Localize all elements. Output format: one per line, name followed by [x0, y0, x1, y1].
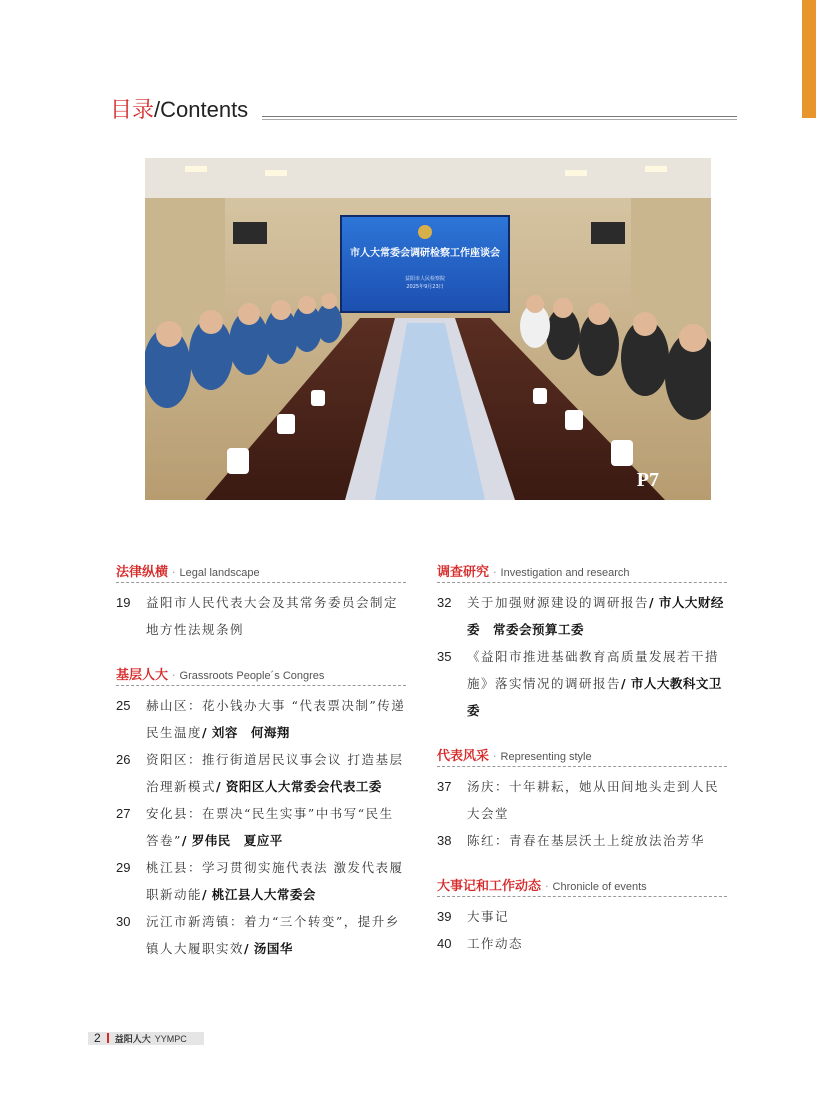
toc-entry[interactable]: [116, 746, 406, 800]
footer-magazine-code: YYMPC: [154, 1034, 187, 1044]
section-legal: [116, 562, 406, 643]
section-title-cn: 基层人大: [116, 668, 169, 683]
section-header: [116, 562, 406, 583]
section-title-cn: 代表风采: [437, 749, 490, 764]
toc-title: 大事记: [467, 909, 510, 924]
toc-page-number: 27: [116, 806, 131, 821]
section-dot: ·: [545, 880, 549, 893]
toc-title: 安化县：在票决“民生实事”中书写“民生答卷”/ 罗伟民 夏应平: [146, 806, 394, 848]
title-en: /Contents: [154, 97, 249, 122]
page-footer: [88, 1032, 204, 1045]
contents-left-column: [116, 562, 406, 984]
section-header: [437, 562, 727, 583]
section-title-cn: 调查研究: [437, 565, 490, 580]
section-dot: ·: [172, 669, 176, 682]
edge-tab: [802, 0, 816, 118]
section-title-en: Representing style: [500, 751, 592, 763]
screen-date: 2025年9月23日: [406, 284, 444, 290]
toc-title: 赫山区：花小钱办大事 “代表票决制”传递民生温度/ 刘容 何海翔: [146, 698, 406, 740]
title-cn: 目录: [110, 98, 155, 123]
section-dot: ·: [172, 566, 176, 579]
contents-right-column: [437, 562, 727, 979]
toc-page-number: 35: [437, 649, 452, 664]
cover-photo: [145, 158, 711, 500]
toc-page-number: 19: [116, 595, 131, 610]
toc-page-number: 32: [437, 595, 452, 610]
page-title: [110, 96, 248, 125]
toc-author: / 市人大财经委 常委会预算工委: [467, 595, 724, 637]
toc-title: 《益阳市推进基础教育高质量发展若干措施》落实情况的调研报告/ 市人大教科文卫委: [467, 649, 722, 718]
toc-entry[interactable]: [116, 908, 406, 962]
section-header: [116, 665, 406, 686]
section-title-en: Legal landscape: [179, 567, 260, 579]
screen-title: 市人大常委会调研检察工作座谈会: [350, 248, 500, 259]
toc-entry[interactable]: [437, 903, 727, 930]
toc-author: / 资阳区人大常委会代表工委: [216, 779, 382, 794]
section-title-cn: 法律纵横: [116, 565, 169, 580]
photo-page-tag: P7: [636, 469, 659, 491]
toc-entry[interactable]: [437, 643, 727, 724]
toc-title: 陈红：青春在基层沃土上绽放法治芳华: [467, 833, 706, 848]
toc-author: / 刘容 何海翔: [202, 725, 290, 740]
toc-entry[interactable]: [437, 930, 727, 957]
page-header: [110, 96, 740, 126]
toc-title: 益阳市人民代表大会及其常务委员会制定地方性法规条例: [146, 595, 399, 637]
header-rule: [262, 116, 737, 120]
section-header: [437, 746, 727, 767]
toc-entry[interactable]: [437, 589, 727, 643]
toc-page-number: 25: [116, 698, 131, 713]
toc-title: 资阳区：推行街道居民议事会议 打造基层治理新模式/ 资阳区人大常委会代表工委: [146, 752, 404, 794]
toc-page-number: 40: [437, 936, 452, 951]
footer-divider: [107, 1033, 109, 1043]
toc-entry[interactable]: [116, 692, 406, 746]
toc-author: / 桃江县人大常委会: [202, 887, 316, 902]
toc-entry[interactable]: [116, 589, 406, 643]
toc-title: 桃江县：学习贯彻实施代表法 激发代表履职新动能/ 桃江县人大常委会: [146, 860, 404, 902]
toc-title: 汤庆：十年耕耘，她从田间地头走到人民大会堂: [467, 779, 720, 821]
section-title-en: Investigation and research: [500, 567, 630, 579]
toc-page-number: 38: [437, 833, 452, 848]
section-dot: ·: [493, 566, 497, 579]
toc-page-number: 26: [116, 752, 131, 767]
section-title-en: Chronicle of events: [552, 881, 647, 893]
toc-title: 工作动态: [467, 936, 524, 951]
toc-page-number: 30: [116, 914, 131, 929]
section-title-en: Grassroots People´s Congres: [179, 670, 325, 682]
toc-page-number: 29: [116, 860, 131, 875]
toc-entry[interactable]: [437, 827, 727, 854]
section-title-cn: 大事记和工作动态: [437, 879, 542, 894]
section-research: [437, 562, 727, 724]
section-grassroots: [116, 665, 406, 962]
section-header: [437, 876, 727, 897]
section-dot: ·: [493, 750, 497, 763]
toc-title: 沅江市新湾镇：着力“三个转变”，提升乡镇人大履职实效/ 汤国华: [146, 914, 400, 956]
screen-org: 益阳市人民检察院: [404, 276, 446, 282]
toc-title: 关于加强财源建设的调研报告/ 市人大财经委 常委会预算工委: [467, 595, 724, 637]
toc-entry[interactable]: [116, 800, 406, 854]
toc-author: / 罗伟民 夏应平: [181, 833, 283, 848]
toc-author: / 市人大教科文卫委: [467, 676, 722, 718]
toc-entry[interactable]: [437, 773, 727, 827]
section-style: [437, 746, 727, 854]
footer-magazine-name: 益阳人大: [114, 1035, 151, 1045]
toc-page-number: 37: [437, 779, 452, 794]
toc-author: / 汤国华: [244, 941, 293, 956]
toc-entry[interactable]: [116, 854, 406, 908]
toc-page-number: 39: [437, 909, 452, 924]
section-chronicle: [437, 876, 727, 957]
footer-page-number: 2: [94, 1031, 101, 1045]
